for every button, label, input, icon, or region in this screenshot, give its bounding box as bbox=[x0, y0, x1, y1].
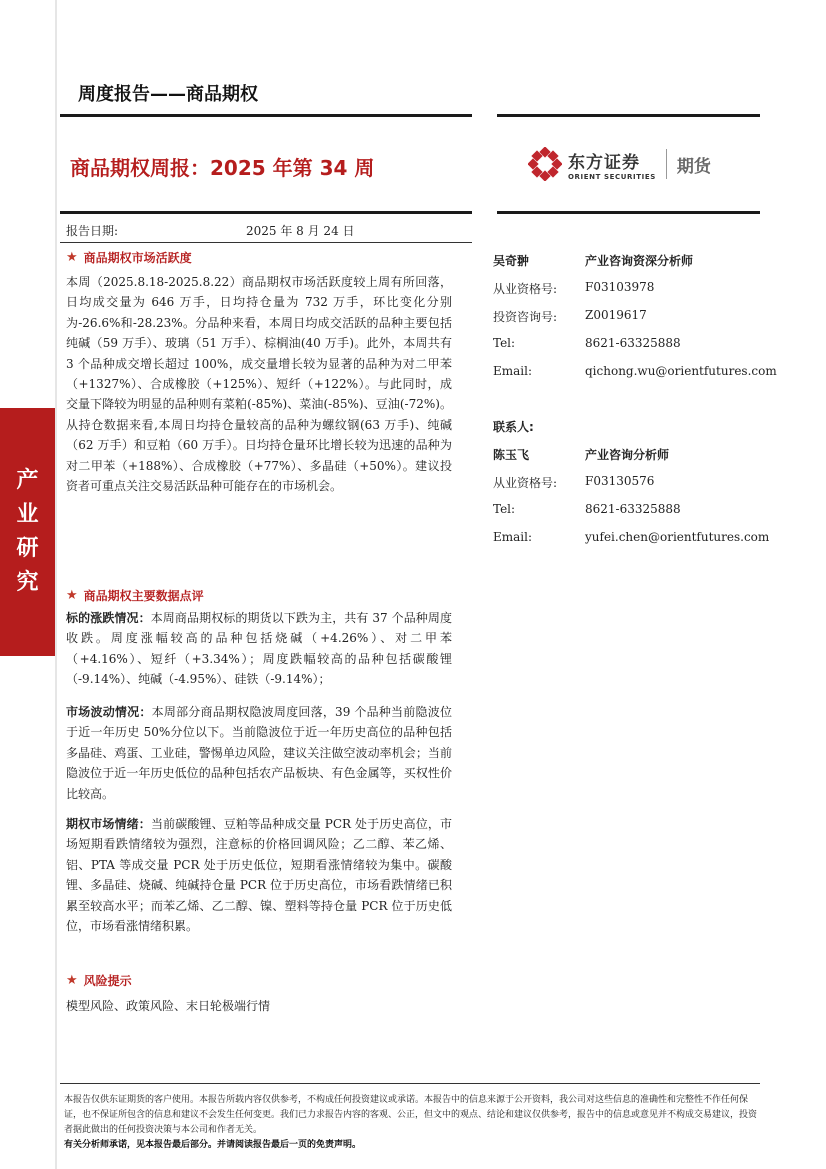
review-item-volatility bbox=[66, 702, 452, 804]
contact-title: 产业咨询分析师 bbox=[585, 448, 670, 462]
review-item-sentiment bbox=[66, 814, 452, 936]
header-rule-right-top bbox=[497, 114, 760, 117]
sidebar-char: 业 bbox=[16, 502, 39, 527]
review-item-label: 期权市场情绪： bbox=[66, 817, 151, 831]
contact-label: 联系人: bbox=[493, 420, 534, 434]
section-heading-activity bbox=[66, 249, 192, 266]
analyst-card: 吴奇翀 产业咨询资深分析师 从业资格号: F03103978 投资咨询号: Z0019617 Tel: 8621-63325888 Email: qichong.wu@orientfutures.com bbox=[493, 254, 777, 378]
review-item-label: 标的涨跌情况： bbox=[66, 611, 151, 625]
logo-english-name: ORIENT SECURITIES bbox=[568, 172, 656, 181]
contact-email[interactable]: yufei.chen@orientfutures.com bbox=[585, 530, 770, 544]
industry-research-tab bbox=[0, 408, 55, 656]
risk-paragraph: 模型风险、政策风险、末日轮极端行情 bbox=[66, 999, 271, 1013]
section-heading-review bbox=[66, 587, 204, 604]
section-heading-risk bbox=[66, 972, 132, 989]
activity-paragraph: 本周（2025.8.18-2025.8.22）商品期权市场活跃度较上周有所回落，日均成交量为 646 万手，日均持仓量为 732 万手，环比变化分别为-26.6%和-28.23%。分品种来看，本周日均成交活跃的品种主要包括纯碱（59 万手）、玻璃（51 万手）、棕榈油(40 万手)。此外，本周共有 3 个品种成交增长超过 100%，成交量增长较为显著的品种为对二甲苯（+1327%）、合成橡胶（+125%）、短纤（+122%）。与此同时，成交量下降较为明显的品种则有菜粕(-85%)、菜油(-85%)、豆油(-72%)。从持仓数据来看,本周日均持仓量较高的品种为螺纹钢(63 万手)、纯碱（62 万手）和豆粕（60 万手）。日均持仓量环比增长较为迅速的品种为对二甲苯（+188%）、合成橡胶（+77%）、多晶硅（+50%）。建议投资者可重点关注交易活跃品种可能存在的市场机会。 bbox=[66, 275, 452, 494]
section-title: 风险提示 bbox=[83, 974, 132, 988]
analyst-name: 吴奇翀 bbox=[493, 254, 530, 268]
header-rule-left-top bbox=[60, 114, 472, 117]
date-underline bbox=[60, 242, 472, 243]
footer-rule bbox=[60, 1083, 760, 1084]
page-title: 商品期权周报：2025 年第 34 周 bbox=[70, 156, 375, 180]
sidebar-char: 研 bbox=[16, 536, 39, 561]
logo-divider bbox=[666, 149, 667, 179]
report-date-label: 报告日期: bbox=[66, 224, 119, 238]
review-item-text: 本周商品期权标的期货以下跌为主，共有 37 个品种周度收跌。周度涨幅较高的品种包括烧碱（+4.26%）、对二甲苯（+4.16%）、短纤（+3.34%）；周度跌幅较高的品种包括碳酸锂（-9.14%）、纯碱（-4.95%）、硅铁（-9.14%）； bbox=[66, 611, 452, 687]
sidebar-char: 产 bbox=[16, 468, 39, 493]
footer-note: 有关分析师承诺，见本报告最后部分。并请阅读报告最后一页的免责声明。 bbox=[64, 1140, 362, 1150]
disclaimer-text: 本报告仅供东证期货的客户使用。本报告所载内容仅供参考，不构成任何投资建议或承诺。本报告中的信息来源于公开资料，我公司对这些信息的准确性和完整性不作任何保证，也不保证所包含的信息和建议不会发生任何变更。我们已力求报告内容的客观、公正，但文中的观点、结论和建议仅供参考，报告中的信息或意见并不构成交易建议，投资者据此做出的任何投资决策与本公司和作者无关。 bbox=[64, 1095, 758, 1135]
company-logo bbox=[528, 144, 768, 184]
contact-card: 联系人: 陈玉飞 产业咨询分析师 从业资格号: F03130576 Tel: 8621-63325888 Email: yufei.chen@orientfutures.com bbox=[493, 420, 770, 544]
star-icon: ★ bbox=[66, 973, 78, 988]
sidebar-char: 究 bbox=[16, 570, 39, 595]
section-title: 商品期权主要数据点评 bbox=[83, 589, 204, 603]
review-item-underlying bbox=[66, 608, 452, 690]
left-margin-line bbox=[55, 0, 57, 1169]
analyst-title: 产业咨询资深分析师 bbox=[585, 254, 694, 268]
review-item-text: 当前碳酸锂、豆粕等品种成交量 PCR 处于历史高位，市场短期看跌情绪较为强烈，注意标的价格回调风险；乙二醇、苯乙烯、铝、PTA 等成交量 PCR 处于历史低位，短期看涨情绪较为集中。碳酸锂、多晶硅、烧碱、纯碱持仓量 PCR 位于历史高位，市场看跌情绪已积累至较高水平；而苯乙烯、乙二醇、镍、塑料等持仓量 PCR 位于历史低位，市场看涨情绪积累。 bbox=[66, 817, 452, 934]
section-title: 商品期权市场活跃度 bbox=[83, 251, 192, 265]
header-rule-left-bottom bbox=[60, 211, 472, 214]
logo-chinese-name: 东方证券 bbox=[568, 152, 640, 173]
orient-logo-icon bbox=[528, 147, 562, 181]
star-icon: ★ bbox=[66, 250, 78, 265]
review-item-text: 本周部分商品期权隐波周度回落，39 个品种当前隐波位于近一年历史 50%分位以下。当前隐波位于近一年历史高位的品种包括多晶硅、鸡蛋、工业硅，警惕单边风险，建议关注做空波动率机会；当前隐波位于近一年历史低位的品种包括农产品板块、有色金属等，买权性价比较高。 bbox=[66, 705, 452, 801]
review-item-label: 市场波动情况： bbox=[66, 705, 152, 719]
header-rule-right-bottom bbox=[497, 211, 760, 214]
report-type: 周度报告——商品期权 bbox=[78, 84, 258, 105]
logo-futures: 期货 bbox=[676, 156, 711, 177]
contact-name: 陈玉飞 bbox=[493, 448, 530, 462]
analyst-email[interactable]: qichong.wu@orientfutures.com bbox=[585, 364, 777, 378]
star-icon: ★ bbox=[66, 588, 78, 603]
report-date-value: 2025 年 8 月 24 日 bbox=[246, 224, 355, 238]
